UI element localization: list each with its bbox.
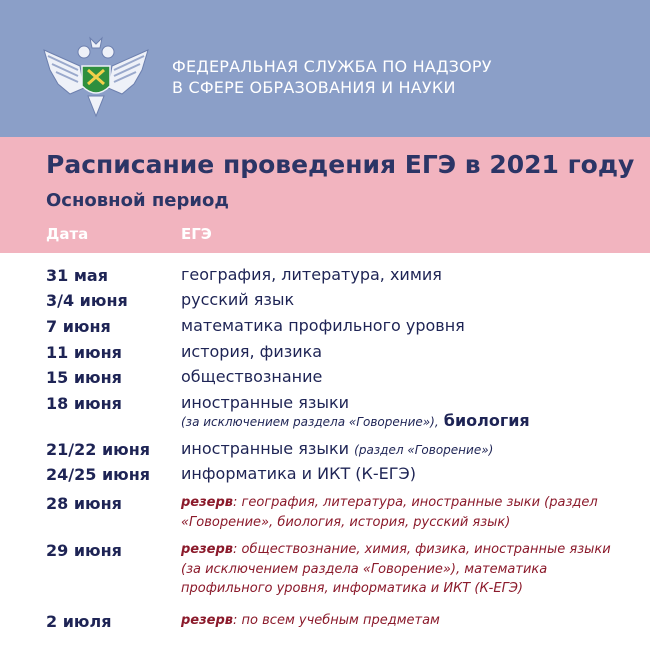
period-subtitle: Основной период <box>46 190 229 211</box>
double-headed-eagle-emblem-icon <box>40 36 152 118</box>
row-date: 18 июня <box>46 394 122 413</box>
organization-name <box>172 56 492 98</box>
exam-note: (за исключением раздела «Говорение»), <box>181 415 439 429</box>
org-name-line-2: В СФЕРЕ ОБРАЗОВАНИЯ И НАУКИ <box>172 78 456 97</box>
row-date: 7 июня <box>46 317 111 336</box>
reserve-line: профильного уровня, информатика и ИКТ (К-ЕГЭ) <box>181 581 523 596</box>
row-exam-continued <box>181 410 530 433</box>
row-date: 31 мая <box>46 266 108 285</box>
column-header-date: Дата <box>46 225 89 243</box>
row-exam: история, физика <box>181 342 323 361</box>
row-date: 21/22 июня <box>46 440 151 459</box>
reserve-line: (за исключением раздела «Говорение»), математика <box>181 562 548 577</box>
page-title: Расписание проведения ЕГЭ в 2021 году <box>46 150 635 179</box>
row-date: 29 июня <box>46 541 122 560</box>
reserve-line: резерв: география, литература, иностранные зыки (раздел <box>181 495 598 510</box>
reserve-label: резерв <box>181 613 234 628</box>
exam-note: (раздел «Говорение») <box>354 443 494 457</box>
reserve-text: по всем учебным предметам <box>241 613 440 628</box>
row-exam: русский язык <box>181 290 295 309</box>
reserve-text: обществознание, химия, физика, иностранные языки <box>241 542 611 557</box>
row-date: 24/25 июня <box>46 465 151 484</box>
column-header-exam: ЕГЭ <box>181 225 212 243</box>
row-exam: математика профильного уровня <box>181 316 465 335</box>
reserve-label: резерв <box>181 542 234 557</box>
row-exam: обществознание <box>181 367 323 386</box>
reserve-line: резерв: по всем учебным предметам <box>181 613 440 628</box>
reserve-line: резерв: обществознание, химия, физика, иностранные языки <box>181 542 611 557</box>
exam-name: иностранные языки <box>181 439 350 458</box>
row-date: 15 июня <box>46 368 122 387</box>
row-exam: информатика и ИКТ (К-ЕГЭ) <box>181 464 416 483</box>
row-date: 2 июля <box>46 612 112 631</box>
reserve-line: «Говорение», биология, история, русский язык) <box>181 515 511 530</box>
exam-extra: биология <box>443 411 530 430</box>
reserve-label: резерв <box>181 495 234 510</box>
row-exam: иностранные языки <box>181 393 350 412</box>
org-name-line-1: ФЕДЕРАЛЬНАЯ СЛУЖБА ПО НАДЗОРУ <box>172 57 492 76</box>
reserve-text: география, литература, иностранные зыки (раздел <box>241 495 598 510</box>
row-exam: география, литература, химия <box>181 265 442 284</box>
row-date: 28 июня <box>46 494 122 513</box>
row-date: 11 июня <box>46 343 122 362</box>
row-date: 3/4 июня <box>46 291 128 310</box>
row-exam <box>181 438 493 461</box>
